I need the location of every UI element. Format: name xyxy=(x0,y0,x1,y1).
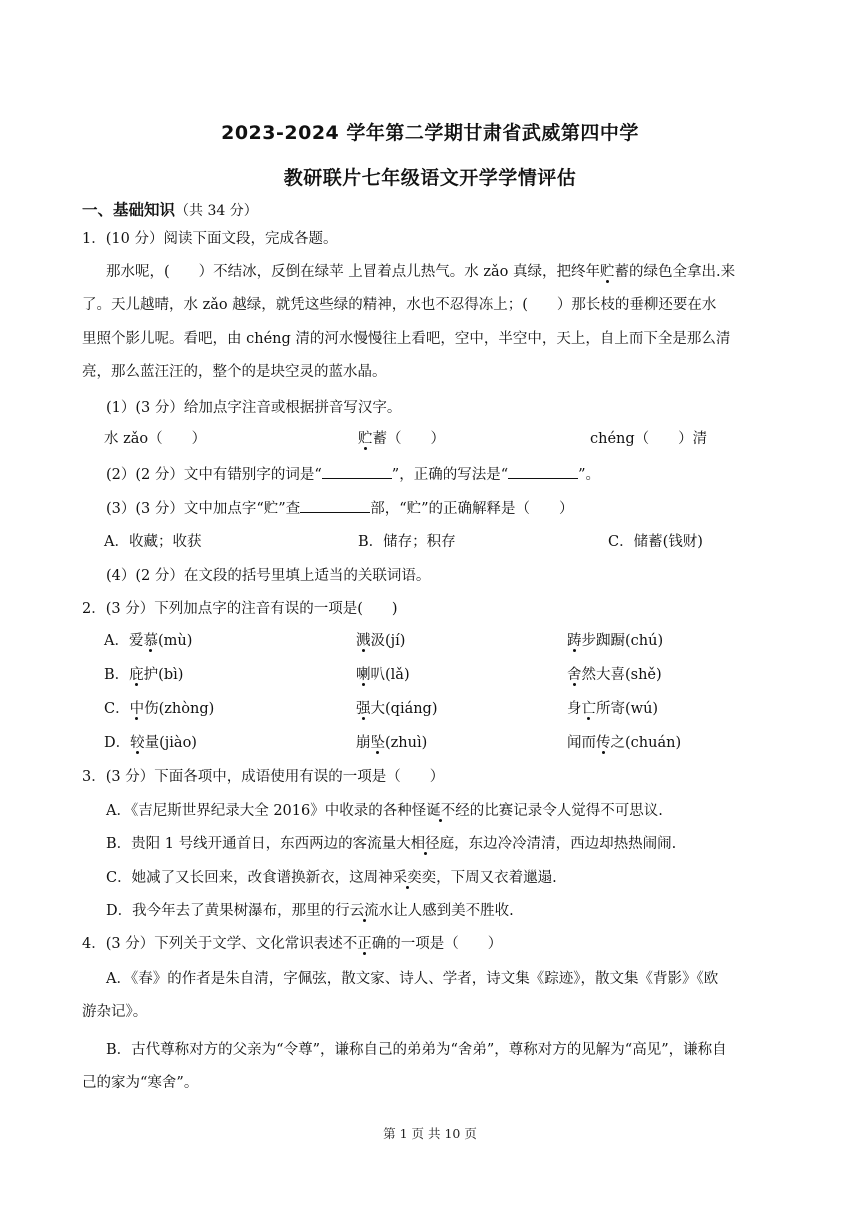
q2-option-b-col2 xyxy=(356,665,410,685)
fill-blank[interactable] xyxy=(508,464,578,479)
q2-dotted-char: 舍 xyxy=(567,667,582,683)
q2-text: 量(jiào) xyxy=(144,735,197,751)
q1-sub2-text: (2）(2 分）文中有错别字的词是“ xyxy=(106,467,322,483)
q3-text: D．我今年去了黄果树瀑布，那里的 xyxy=(106,903,336,919)
q1-sub1: (1）(3 分）给加点字注音或根据拼音写汉字。 xyxy=(106,400,402,416)
q2-text: (zhuì) xyxy=(385,735,428,751)
q3-text: A．《吉尼斯世界纪录大全 2016》中收录的各种 xyxy=(106,803,412,819)
q1-passage-line4: 亮，那么蓝汪汪的，整个的是块空灵的蓝水晶。 xyxy=(82,364,387,380)
q1-stem: 1．(10 分）阅读下面文段，完成各题。 xyxy=(82,231,338,247)
q4-option-b-line2: 己的家为“寒舍”。 xyxy=(82,1075,199,1091)
q3-stem: 3．(3 分）下面各项中，成语使用有误的一项是（ ） xyxy=(82,769,445,785)
q4-option-b-line1: B．古代尊称对方的父亲为“令尊”，谦称自己的弟弟为“舍弟”，尊称对方的见解为“高见”，谦称自 xyxy=(106,1042,727,1058)
q3-text: B．贵阳 1 号线开通首日，东西两边的客流量 xyxy=(106,836,397,852)
q2-text: 所寄(wú) xyxy=(596,701,659,717)
q2-text: C． xyxy=(104,701,130,717)
q4-option-a-line1: A．《春》的作者是朱自清，字佩弦，散文家、诗人、学者，诗文集《踪迹》，散文集《背影》《欧 xyxy=(106,971,719,987)
q2-option-a-col3 xyxy=(567,631,663,651)
q2-dotted-char: 较 xyxy=(130,735,145,751)
q2-dotted-char: 喇 xyxy=(356,667,371,683)
q2-option-a-col2 xyxy=(356,631,405,651)
section-score: （共 34 分） xyxy=(175,203,258,219)
q2-text: 大(qiáng) xyxy=(370,701,438,717)
q1-passage-text: 蓄的绿色全拿出.来 xyxy=(614,264,736,280)
q4-text: 的一项是（ ） xyxy=(386,936,503,952)
q3-text: ，东边冷冷清清，西边却热热闹闹. xyxy=(454,836,677,852)
q2-text: 然大喜(shě) xyxy=(581,667,662,683)
q2-text: D． xyxy=(104,735,131,751)
q2-option-b-col1 xyxy=(104,665,183,685)
q1-sub1-item-b xyxy=(358,429,445,449)
q3-text: C．她减了又长回来，改食谱换新衣，这周 xyxy=(106,870,379,886)
q2-text: 伤(zhòng) xyxy=(144,701,215,717)
q2-dotted-char: 亡 xyxy=(581,701,596,717)
q2-text: A．爱 xyxy=(104,633,144,649)
q2-option-a-col1 xyxy=(104,631,192,651)
q3-dotted-idiom: 怪诞不经 xyxy=(411,803,470,819)
q2-option-d-col2 xyxy=(356,733,427,753)
q2-option-c-col2 xyxy=(356,699,438,719)
q1-dotted-char: 贮 xyxy=(358,431,373,447)
q4-option-a-line2: 游杂记》。 xyxy=(82,1004,148,1020)
q3-text: 让人感到美不胜收. xyxy=(393,903,514,919)
q2-option-d-col1 xyxy=(104,733,197,753)
q4-dotted-phrase: 不正确 xyxy=(342,936,387,952)
q3-text: ，下周又衣着邋遢. xyxy=(436,870,557,886)
q3-dotted-idiom: 神采奕奕 xyxy=(378,870,437,886)
q1-sub1-item-c: chéng（ ）清 xyxy=(590,431,708,447)
q2-text: 身 xyxy=(567,701,582,717)
q2-option-b-col3 xyxy=(567,665,662,685)
section-name: 一、基础知识 xyxy=(82,201,176,219)
q2-option-c-col1 xyxy=(104,699,214,719)
q1-sub2 xyxy=(106,464,600,485)
q2-option-c-col3 xyxy=(567,699,658,719)
q3-option-b xyxy=(106,834,676,854)
q1-passage-text: 那水呢，( ）不结冰，反倒在绿苹 上冒着点儿热气。水 zǎo 真绿，把终年 xyxy=(106,264,600,280)
q1-sub3 xyxy=(106,498,574,519)
q1-sub4: (4）(2 分）在文段的括号里填上适当的关联词语。 xyxy=(106,568,431,584)
q1-sub2-text: ”。 xyxy=(578,467,601,483)
q2-dotted-char: 传 xyxy=(596,735,611,751)
q2-text: 之(chuán) xyxy=(610,735,682,751)
fill-blank[interactable] xyxy=(322,464,392,479)
q1-passage-line1 xyxy=(106,262,735,282)
q1-sub1-item-b-text: 蓄（ ） xyxy=(372,431,445,447)
q2-dotted-char: 坠 xyxy=(370,735,385,751)
q1-sub3-option-c: C．储蓄(钱财) xyxy=(608,534,703,550)
q3-option-c xyxy=(106,868,557,888)
q1-passage-line2: 了。天儿越晴，水 zǎo 越绿，就凭这些绿的精神，水也不忍得冻上；( ）那长枝的垂柳还要在水 xyxy=(82,297,717,313)
q3-dotted-idiom: 大相径庭 xyxy=(396,836,455,852)
q2-text: B． xyxy=(104,667,130,683)
page-title-line2: 教研联片七年级语文开学学情评估 xyxy=(283,167,577,189)
q2-text: 崩 xyxy=(356,735,371,751)
q1-sub3-text: (3）(3 分）文中加点字“贮”查 xyxy=(106,501,301,517)
q3-text: 的比赛记录令人觉得不可思议. xyxy=(469,803,663,819)
q2-text: 叭(lǎ) xyxy=(370,667,410,683)
q2-dotted-char: 溅 xyxy=(356,633,371,649)
q2-dotted-char: 庇 xyxy=(129,667,144,683)
q1-sub3-option-b: B．储存；积存 xyxy=(358,534,456,550)
page-title-line1: 2023-2024 学年第二学期甘肃省武威第四中学 xyxy=(221,122,639,144)
section-heading xyxy=(82,200,258,221)
page-footer: 第 1 页 共 10 页 xyxy=(383,1126,477,1141)
q4-stem xyxy=(82,934,502,954)
q2-text: 闻而 xyxy=(567,735,596,751)
q1-sub1-item-a: 水 zǎo（ ） xyxy=(104,431,207,447)
q1-sub2-text: ”，正确的写法是“ xyxy=(391,467,509,483)
q3-option-d xyxy=(106,901,514,921)
q1-sub3-text: 部，“贮”的正确解释是（ ） xyxy=(370,501,574,517)
fill-blank[interactable] xyxy=(300,498,370,513)
q1-dotted-char: 贮 xyxy=(600,264,615,280)
q2-text: 汲(jí) xyxy=(370,633,406,649)
q2-option-d-col3 xyxy=(567,733,681,753)
q1-passage-line3: 里照个影儿呢。看吧，由 chéng 清的河水慢慢往上看吧，空中，半空中，天上，自上而下全是那么清 xyxy=(82,331,731,347)
q3-option-a xyxy=(106,801,663,821)
q2-dotted-char: 中 xyxy=(129,701,145,717)
q2-text: 步踟蹰(chú) xyxy=(581,633,664,649)
q3-dotted-idiom: 行云流水 xyxy=(335,903,394,919)
q2-stem: 2．(3 分）下列加点字的注音有误的一项是( ) xyxy=(82,601,398,617)
q4-text: 4．(3 分）下列关于文学、文化常识表述 xyxy=(82,936,343,952)
q2-dotted-char: 慕 xyxy=(143,633,158,649)
q2-text: (mù) xyxy=(157,633,193,649)
q1-sub3-option-a: A．收藏；收获 xyxy=(104,534,202,550)
q2-dotted-char: 踌 xyxy=(567,633,582,649)
q2-text: 护(bì) xyxy=(143,667,184,683)
q2-dotted-char: 强 xyxy=(356,701,371,717)
